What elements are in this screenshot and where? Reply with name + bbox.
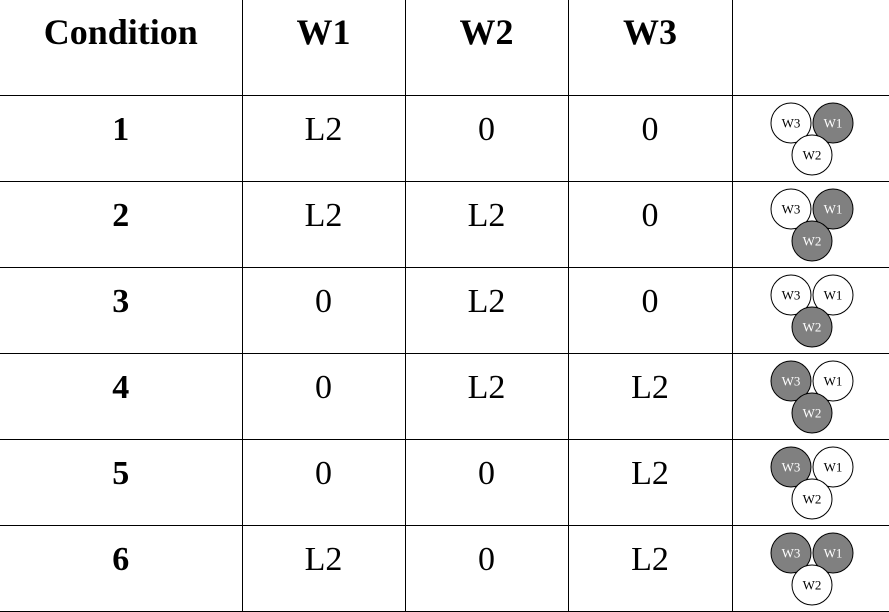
cell-w1: L2 <box>242 525 405 611</box>
venn-label-w3: W3 <box>781 287 800 302</box>
cell-w3: L2 <box>568 439 732 525</box>
venn-diagram <box>767 359 857 435</box>
cell-w2: 0 <box>405 95 568 181</box>
cell-w2: 0 <box>405 439 568 525</box>
header-w1: W1 <box>242 0 405 95</box>
header-w2: W2 <box>405 0 568 95</box>
cell-condition: 2 <box>0 181 242 267</box>
venn-label-w2: W2 <box>802 147 821 162</box>
venn-label-w1: W1 <box>823 373 842 388</box>
venn-circle-w2 <box>792 393 832 433</box>
venn-label-w2: W2 <box>802 491 821 506</box>
venn-label-w3: W3 <box>781 201 800 216</box>
cell-condition: 3 <box>0 267 242 353</box>
venn-label-w2: W2 <box>802 319 821 334</box>
cell-w2: L2 <box>405 181 568 267</box>
cell-w3: 0 <box>568 95 732 181</box>
cell-w2: L2 <box>405 353 568 439</box>
cell-diagram <box>732 439 889 525</box>
cell-condition: 6 <box>0 525 242 611</box>
table-row <box>0 525 889 611</box>
venn-circle-w2 <box>792 135 832 175</box>
venn-diagram <box>767 101 857 177</box>
header-w3: W3 <box>568 0 732 95</box>
header-row <box>0 0 889 95</box>
cell-condition: 1 <box>0 95 242 181</box>
cell-diagram <box>732 95 889 181</box>
cell-w1: 0 <box>242 353 405 439</box>
venn-diagram <box>767 187 857 263</box>
venn-label-w2: W2 <box>802 233 821 248</box>
venn-label-w2: W2 <box>802 405 821 420</box>
venn-label-w1: W1 <box>823 201 842 216</box>
cell-w3: L2 <box>568 525 732 611</box>
header-condition: Condition <box>0 0 242 95</box>
cell-w3: 0 <box>568 181 732 267</box>
venn-circle-w2 <box>792 221 832 261</box>
cell-w1: 0 <box>242 267 405 353</box>
venn-label-w3: W3 <box>781 459 800 474</box>
table-row <box>0 95 889 181</box>
cell-w1: 0 <box>242 439 405 525</box>
venn-label-w3: W3 <box>781 115 800 130</box>
venn-circle-w2 <box>792 307 832 347</box>
cell-w2: 0 <box>405 525 568 611</box>
venn-label-w1: W1 <box>823 287 842 302</box>
cell-diagram <box>732 181 889 267</box>
venn-circle-w2 <box>792 479 832 519</box>
venn-label-w1: W1 <box>823 545 842 560</box>
venn-label-w1: W1 <box>823 115 842 130</box>
cell-condition: 4 <box>0 353 242 439</box>
table-row <box>0 439 889 525</box>
cell-w3: 0 <box>568 267 732 353</box>
cell-w1: L2 <box>242 181 405 267</box>
cell-w1: L2 <box>242 95 405 181</box>
table-row <box>0 181 889 267</box>
venn-label-w1: W1 <box>823 459 842 474</box>
cell-diagram <box>732 353 889 439</box>
cell-w3: L2 <box>568 353 732 439</box>
cell-diagram <box>732 267 889 353</box>
venn-diagram <box>767 273 857 349</box>
header-diagram <box>732 0 889 95</box>
venn-diagram <box>767 445 857 521</box>
cell-condition: 5 <box>0 439 242 525</box>
cell-w2: L2 <box>405 267 568 353</box>
cell-diagram <box>732 525 889 611</box>
venn-circle-w2 <box>792 565 832 605</box>
venn-label-w2: W2 <box>802 577 821 592</box>
table-row <box>0 267 889 353</box>
venn-diagram <box>767 531 857 607</box>
table-row <box>0 353 889 439</box>
venn-label-w3: W3 <box>781 373 800 388</box>
venn-label-w3: W3 <box>781 545 800 560</box>
